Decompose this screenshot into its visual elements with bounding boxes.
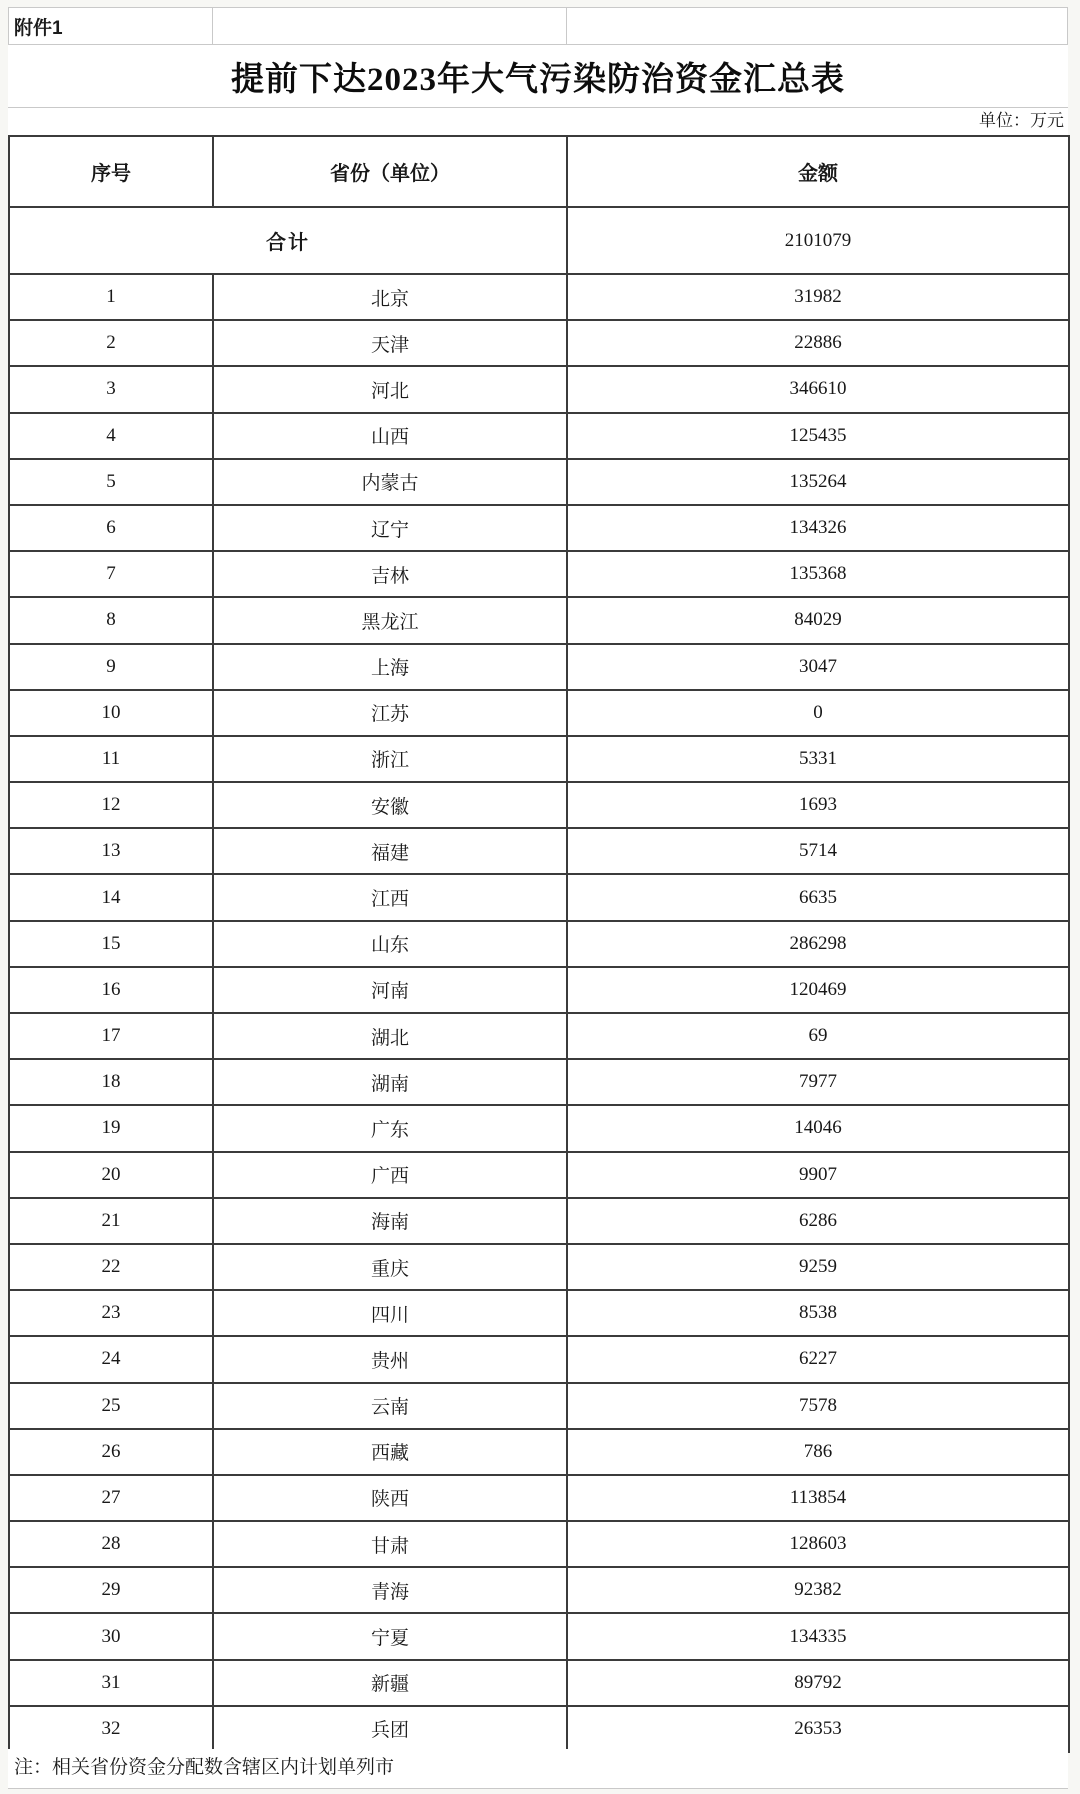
total-label: 合计 [9, 207, 567, 274]
row-amount: 92382 [567, 1567, 1069, 1613]
attachment-label: 附件1 [9, 8, 213, 44]
row-amount: 346610 [567, 366, 1069, 412]
row-index: 24 [9, 1336, 213, 1382]
table-row [9, 1013, 1069, 1059]
row-province: 上海 [213, 644, 567, 690]
row-amount: 125435 [567, 413, 1069, 459]
col-header-index: 序号 [9, 136, 213, 207]
row-amount: 5714 [567, 828, 1069, 874]
table-row [9, 1152, 1069, 1198]
row-amount: 84029 [567, 597, 1069, 643]
row-amount: 113854 [567, 1475, 1069, 1521]
empty-cell [213, 8, 567, 44]
row-amount: 135264 [567, 459, 1069, 505]
table-row [9, 1336, 1069, 1382]
table-row [9, 1706, 1069, 1752]
unit-note: 单位：万元 [8, 108, 1068, 135]
table-row [9, 921, 1069, 967]
row-province: 黑龙江 [213, 597, 567, 643]
row-index: 15 [9, 921, 213, 967]
header-row [9, 136, 1069, 207]
table-row [9, 1475, 1069, 1521]
table-row [9, 320, 1069, 366]
table-row [9, 874, 1069, 920]
row-index: 16 [9, 967, 213, 1013]
row-amount: 69 [567, 1013, 1069, 1059]
table-row [9, 782, 1069, 828]
row-amount: 1693 [567, 782, 1069, 828]
row-index: 27 [9, 1475, 213, 1521]
table-row [9, 366, 1069, 412]
row-index: 30 [9, 1613, 213, 1659]
table-row [9, 1290, 1069, 1336]
row-amount: 128603 [567, 1521, 1069, 1567]
funds-summary-table [8, 135, 1070, 1753]
row-province: 江苏 [213, 690, 567, 736]
row-index: 26 [9, 1429, 213, 1475]
row-amount: 31982 [567, 274, 1069, 320]
table-row [9, 551, 1069, 597]
row-province: 青海 [213, 1567, 567, 1613]
row-index: 31 [9, 1660, 213, 1706]
row-amount: 5331 [567, 736, 1069, 782]
table-row [9, 967, 1069, 1013]
row-amount: 7578 [567, 1383, 1069, 1429]
table-row [9, 505, 1069, 551]
table-row [9, 828, 1069, 874]
row-amount: 3047 [567, 644, 1069, 690]
table-row [9, 459, 1069, 505]
row-amount: 7977 [567, 1059, 1069, 1105]
row-index: 28 [9, 1521, 213, 1567]
row-amount: 6635 [567, 874, 1069, 920]
row-amount: 134335 [567, 1613, 1069, 1659]
table-row [9, 644, 1069, 690]
row-amount: 6227 [567, 1336, 1069, 1382]
row-province: 山西 [213, 413, 567, 459]
total-amount: 2101079 [567, 207, 1069, 274]
title-row [8, 45, 1068, 108]
page-title: 提前下达2023年大气污染防治资金汇总表 [231, 61, 845, 98]
table-row [9, 1660, 1069, 1706]
row-province: 广西 [213, 1152, 567, 1198]
table-row [9, 1105, 1069, 1151]
row-province: 湖北 [213, 1013, 567, 1059]
row-index: 5 [9, 459, 213, 505]
row-amount: 120469 [567, 967, 1069, 1013]
row-amount: 0 [567, 690, 1069, 736]
row-province: 西藏 [213, 1429, 567, 1475]
row-amount: 89792 [567, 1660, 1069, 1706]
row-index: 2 [9, 320, 213, 366]
row-index: 6 [9, 505, 213, 551]
row-province: 重庆 [213, 1244, 567, 1290]
row-index: 14 [9, 874, 213, 920]
row-province: 甘肃 [213, 1521, 567, 1567]
table-row [9, 1613, 1069, 1659]
row-province: 安徽 [213, 782, 567, 828]
table-row [9, 690, 1069, 736]
row-province: 河北 [213, 366, 567, 412]
row-province: 兵团 [213, 1706, 567, 1752]
table-row [9, 1383, 1069, 1429]
row-province: 云南 [213, 1383, 567, 1429]
row-index: 9 [9, 644, 213, 690]
row-amount: 8538 [567, 1290, 1069, 1336]
row-province: 陕西 [213, 1475, 567, 1521]
row-index: 8 [9, 597, 213, 643]
row-province: 吉林 [213, 551, 567, 597]
row-province: 湖南 [213, 1059, 567, 1105]
row-amount: 14046 [567, 1105, 1069, 1151]
empty-cell [567, 8, 1067, 44]
row-province: 新疆 [213, 1660, 567, 1706]
row-amount: 6286 [567, 1198, 1069, 1244]
row-index: 29 [9, 1567, 213, 1613]
table-row [9, 1429, 1069, 1475]
row-amount: 286298 [567, 921, 1069, 967]
row-province: 河南 [213, 967, 567, 1013]
total-row [9, 207, 1069, 274]
row-index: 21 [9, 1198, 213, 1244]
row-index: 20 [9, 1152, 213, 1198]
row-index: 7 [9, 551, 213, 597]
row-amount: 135368 [567, 551, 1069, 597]
row-province: 北京 [213, 274, 567, 320]
row-index: 1 [9, 274, 213, 320]
row-province: 辽宁 [213, 505, 567, 551]
row-index: 25 [9, 1383, 213, 1429]
row-amount: 134326 [567, 505, 1069, 551]
table-row [9, 1198, 1069, 1244]
row-amount: 9907 [567, 1152, 1069, 1198]
row-index: 4 [9, 413, 213, 459]
row-province: 海南 [213, 1198, 567, 1244]
row-index: 3 [9, 366, 213, 412]
row-province: 四川 [213, 1290, 567, 1336]
attachment-row [8, 7, 1068, 45]
row-amount: 786 [567, 1429, 1069, 1475]
footnote: 注：相关省份资金分配数含辖区内计划单列市 [8, 1749, 1068, 1789]
row-province: 广东 [213, 1105, 567, 1151]
row-index: 11 [9, 736, 213, 782]
row-index: 19 [9, 1105, 213, 1151]
row-amount: 26353 [567, 1706, 1069, 1752]
row-province: 浙江 [213, 736, 567, 782]
row-index: 18 [9, 1059, 213, 1105]
row-province: 贵州 [213, 1336, 567, 1382]
row-amount: 22886 [567, 320, 1069, 366]
row-province: 江西 [213, 874, 567, 920]
row-province: 内蒙古 [213, 459, 567, 505]
row-province: 天津 [213, 320, 567, 366]
table-row [9, 413, 1069, 459]
col-header-province: 省份（单位） [213, 136, 567, 207]
table-row [9, 1567, 1069, 1613]
row-index: 23 [9, 1290, 213, 1336]
table-row [9, 1059, 1069, 1105]
row-amount: 9259 [567, 1244, 1069, 1290]
row-index: 32 [9, 1706, 213, 1752]
row-index: 22 [9, 1244, 213, 1290]
row-index: 17 [9, 1013, 213, 1059]
row-province: 宁夏 [213, 1613, 567, 1659]
row-province: 福建 [213, 828, 567, 874]
table-row [9, 1244, 1069, 1290]
row-index: 10 [9, 690, 213, 736]
row-index: 13 [9, 828, 213, 874]
table-row [9, 597, 1069, 643]
table-body [9, 207, 1069, 1752]
table-row [9, 736, 1069, 782]
col-header-amount: 金额 [567, 136, 1069, 207]
table-row [9, 274, 1069, 320]
row-index: 12 [9, 782, 213, 828]
row-province: 山东 [213, 921, 567, 967]
table-row [9, 1521, 1069, 1567]
